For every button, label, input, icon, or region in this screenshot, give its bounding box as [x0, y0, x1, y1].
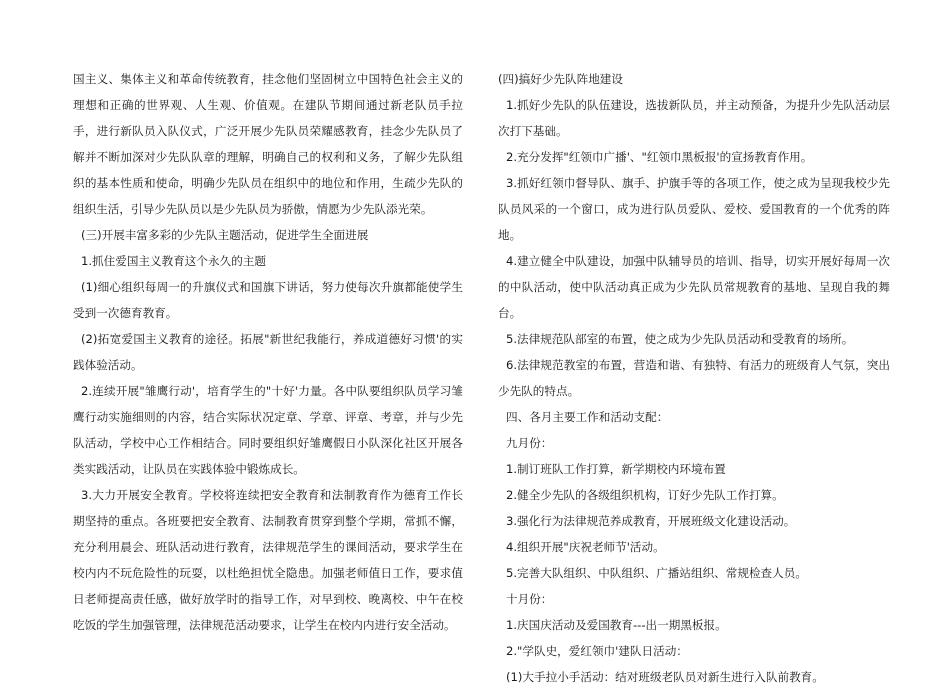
sep-item-2: 2.健全少先队的各级组织机构，订好少先队工作打算。 [506, 488, 784, 502]
sep-item-5: 5.完善大队组织、中队组织、广播站组织、常规检查人员。 [506, 566, 807, 580]
section-heading-theme-activities: (三)开展丰富多彩的少先队主题活动，促进学生全面进展 [81, 228, 369, 242]
right-column [498, 66, 890, 690]
item-safety-education: 3.大力开展安全教育。学校将连续把安全教育和法制教育作为德育工作长期坚持的重点。各班要把安全教育、法制教育贯穿到整个学期，常抓不懈，充分利用晨会、班队活动进行教育，法律规范学生的课间活动，要求学生在校内内不玩危险性的玩耍，以杜绝担忧全隐患。加强老师值日工作，要求值日老师提高责任感，做好放学时的指导工作，对早到校、晚离校、中午在校吃饭的学生加强管理，法律规范活动要求，让学生在校内内进行安全活动。 [73, 488, 463, 632]
item-classroom-layout: 6.法律规范教室的布置，营造和谐、有独特、有活力的班级育人气氛，突出少先队的特点。 [498, 358, 890, 398]
item-squadron-building: 4.建立健全中队建设，加强中队辅导员的培训、指导，切实开展好每周一次的中队活动，使中队活动真正成为少先队员常规教育的基地、呈现自我的舞台。 [498, 254, 890, 320]
item-broadcast-blackboard: 2.充分发挥"红领巾广播'、"红领巾黑板报'的宣扬教育作用。 [506, 150, 813, 164]
sep-item-4: 4.组织开展"庆祝老师节'活动。 [506, 540, 665, 554]
item-team-building: 1.抓好少先队的队伍建设，选拔新队员，并主动预备，为提升少先队活动层次打下基础。 [498, 98, 890, 138]
item-eaglet-action: 2.连续开展"雏鹰行动'，培育学生的"十好'力量。各中队要组织队员学习雏鹰行动实施细则的内容，结合实际状况定章、学章、评章、考章，并与少先队活动，学校中心工作相结合。同时要组织好雏鹰假日小队深化社区开展各类实践活动，让队员在实践体验中锻炼成长。 [73, 384, 463, 476]
item-flag-ceremony: (1)细心组织每周一的升旗仪式和国旗下讲话，努力使每次升旗都能使学生受到一次德育教育。 [73, 280, 463, 320]
sep-item-3: 3.强化行为法律规范养成教育，开展班级文化建设活动。 [506, 514, 796, 528]
section-heading-base-building: (四)搞好少先队阵地建设 [498, 72, 623, 86]
item-supervision-team: 3.抓好红领巾督导队、旗手、护旗手等的各项工作，使之成为呈现我校少先队员风采的一个窗口，成为进行队员爱队、爱校、爱国教育的一个优秀的阵地。 [498, 176, 890, 242]
sep-item-1: 1.制订班队工作打算，新学期校内环境布置 [506, 462, 726, 476]
item-patriotic-theme: 1.抓住爱国主义教育这个永久的主题 [81, 254, 266, 268]
oct-item-2: 2."学队史，爱红领巾'建队日活动： [506, 644, 688, 658]
item-team-room: 5.法律规范队部室的布置，使之成为少先队员活动和受教育的场所。 [506, 332, 854, 346]
oct-item-1: 1.庆国庆活动及爱国教育---出一期黑板报。 [506, 618, 727, 632]
left-column [73, 66, 463, 638]
section-heading-monthly-plan: 四、各月主要工作和活动支配： [506, 410, 669, 424]
item-expand-education: (2)拓宽爱国主义教育的途径。拓展"新世纪我能行，养成道德好习惯'的实践体验活动。 [73, 332, 463, 372]
month-heading-september: 九月份： [506, 436, 553, 450]
month-heading-october: 十月份： [506, 592, 553, 606]
paragraph-patriotic-education: 国主义、集体主义和革命传统教育，挂念他们坚固树立中国特色社会主义的理想和正确的世界观、人生观、价值观。在建队节期间通过新老队员手拉手，进行新队员入队仪式，广泛开展少先队员荣耀感教育，挂念少先队员了解并不断加深对少先队队章的理解，明确自己的权利和义务，了解少先队组织的基本性质和使命，明确少先队员在组织中的地位和作用，生疏少先队的组织生活，引导少先队员以是少先队员为骄傲，情愿为少先队添光荣。 [73, 72, 463, 216]
oct-item-2-sub-1: (1)大手拉小手活动：结对班级老队员对新生进行入队前教育。 [506, 670, 824, 684]
